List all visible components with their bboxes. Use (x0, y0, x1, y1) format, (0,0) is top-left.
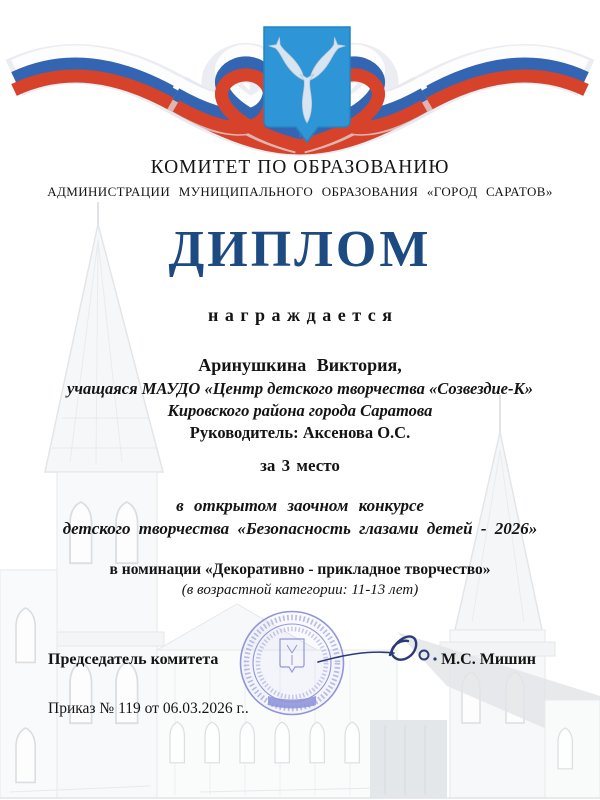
order-reference: Приказ № 119 от 06.03.2026 г.. (48, 700, 249, 717)
contest-line2: детского творчества «Безопасность глазами детей - 2026» (62, 519, 538, 538)
award-verb: награждается (208, 305, 399, 325)
signer-role: Председатель комитета (48, 651, 219, 668)
issuer-subtitle: АДМИНИСТРАЦИИ МУНИЦИПАЛЬНОГО ОБРАЗОВАНИЯ «ГОРОД САРАТОВ» (47, 184, 553, 199)
recipient-affiliation-line1: учащаяся МАУДО «Центр детского творчества «Созвездие-К» (67, 379, 533, 398)
recipient-name: Аринушкина Виктория, (198, 355, 402, 375)
age-category-line: (в возрастной категории: 11-13 лет) (181, 582, 419, 598)
signer-name: М.С. Мишин (441, 651, 536, 668)
saratov-coat-of-arms-icon (260, 24, 354, 146)
document-title: ДИПЛОМ (168, 221, 432, 278)
issuer-name: КОМИТЕТ ПО ОБРАЗОВАНИЮ (150, 157, 450, 178)
signature-row (48, 651, 536, 669)
nomination-line: в номинации «Декоративно - прикладное творчество» (109, 561, 491, 578)
contest-line1: в открытом заочном конкурсе (176, 496, 424, 515)
award-place: за 3 место (260, 456, 340, 475)
supervisor-line: Руководитель: Аксенова О.С. (189, 423, 411, 442)
recipient-affiliation-line2: Кировского района города Саратова (167, 401, 433, 420)
